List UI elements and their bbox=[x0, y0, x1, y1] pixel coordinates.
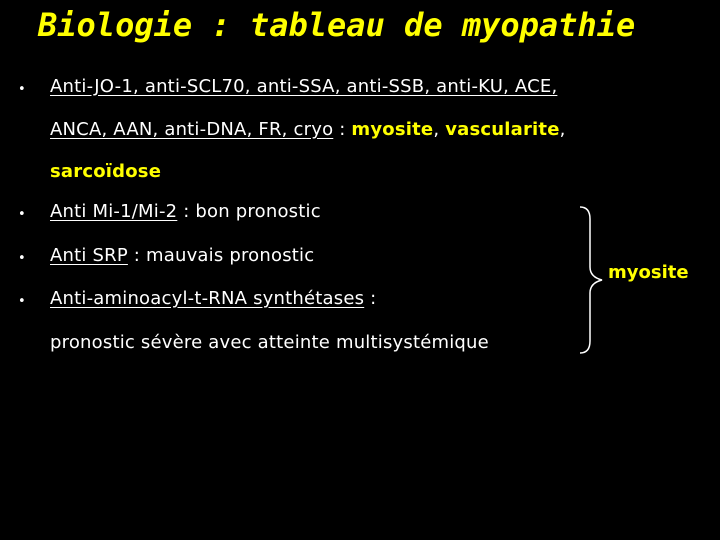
highlight-sarcoidose: sarcoïdose bbox=[50, 161, 162, 182]
item-synthetases-prognosis: pronostic sévère avec atteinte multisystémique bbox=[50, 332, 489, 353]
highlight-myosite: myosite bbox=[351, 119, 434, 140]
item-srp-prognosis: : mauvais pronostic bbox=[127, 245, 315, 266]
comma: , bbox=[433, 119, 446, 140]
antibody-list-line-2-main: ANCA, AAN, anti-DNA, FR, cryo bbox=[50, 119, 334, 140]
bullet-4: • bbox=[18, 294, 26, 309]
bullet-3: • bbox=[18, 251, 26, 266]
highlight-vascularite: vascularite bbox=[445, 119, 560, 140]
item-srp bbox=[50, 245, 314, 266]
page-title: Biologie : tableau de myopathie bbox=[38, 6, 636, 44]
item-synthetases-colon: : bbox=[364, 288, 377, 309]
item-srp-antibody: Anti SRP bbox=[50, 245, 128, 266]
item-synthetases bbox=[50, 288, 376, 309]
separator: : bbox=[333, 119, 352, 140]
item-mi1-mi2 bbox=[50, 201, 321, 222]
antibody-list-line-1: Anti-JO-1, anti-SCL70, anti-SSA, anti-SSB, anti-KU, ACE, bbox=[50, 76, 558, 97]
right-brace-icon bbox=[578, 205, 608, 355]
antibody-list-line-2 bbox=[50, 119, 566, 140]
bullet-1: • bbox=[18, 82, 26, 97]
item-synthetases-antibody: Anti-aminoacyl-t-RNA synthétases bbox=[50, 288, 365, 309]
trailing-comma: , bbox=[559, 119, 566, 140]
brace-label-myosite: myosite bbox=[608, 262, 689, 283]
item-mi1-mi2-antibody: Anti Mi-1/Mi-2 bbox=[50, 201, 178, 222]
item-mi1-mi2-prognosis: : bon pronostic bbox=[177, 201, 321, 222]
bullet-2: • bbox=[18, 207, 26, 222]
